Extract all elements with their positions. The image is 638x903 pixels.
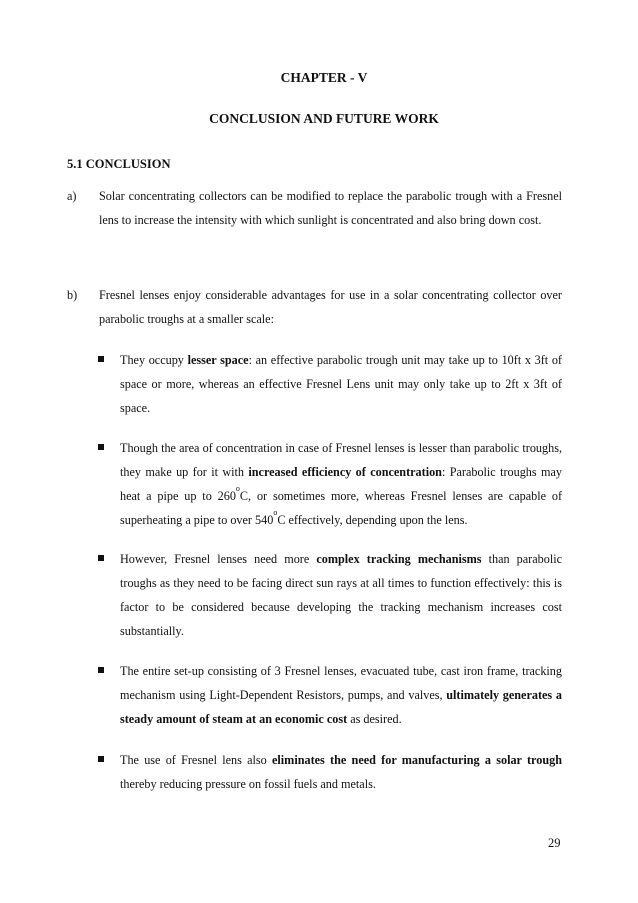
bullet-item bbox=[98, 547, 562, 643]
bullet-text: Though the area of concentration in case of Fresnel lenses is lesser than parabolic troughs, they make up for it with increased efficiency of concentration: Parabolic troughs may heat a pipe up to 260$^o$C, or sometimes more, whereas Fresnel lenses are capable of superheating a pipe to over 540$^o$C effectively, depending upon the lens. bbox=[120, 441, 563, 527]
chapter-title: CONCLUSION AND FUTURE WORK bbox=[209, 111, 439, 126]
bullet-square-icon bbox=[98, 356, 104, 362]
bullet-item bbox=[98, 748, 562, 796]
list-item-b bbox=[67, 283, 562, 331]
bullet-text: The entire set-up consisting of 3 Fresnel lenses, evacuated tube, cast iron frame, tracking mechanism using Light-Dependent Resistors, pumps, and valves, ultimately generates a steady amount of steam at an economic cost as desired. bbox=[120, 664, 562, 726]
bullet-text: They occupy lesser space: an effective parabolic trough unit may take up to 10ft x 3ft of space or more, whereas an effective Fresnel Lens unit may only take up to 2ft x 3ft of space. bbox=[120, 353, 562, 415]
chapter-heading: CHAPTER - V bbox=[280, 70, 368, 85]
bullet-text: However, Fresnel lenses need more complex tracking mechanisms than parabolic troughs as they need to be facing direct sun rays at all times to function effectively: this is factor to be considered because developing the tracking mechanism increases cost substantially. bbox=[120, 552, 563, 638]
list-item-text: Solar concentrating collectors can be modified to replace the parabolic trough with a Fresnel lens to increase the intensity with which sunlight is concentrated and also bring down cost. bbox=[99, 189, 562, 227]
bullet-square-icon bbox=[98, 667, 104, 673]
list-marker: a) bbox=[67, 189, 77, 203]
list-item-a bbox=[67, 184, 562, 232]
bullet-item bbox=[98, 348, 562, 420]
bullet-text: The use of Fresnel lens also eliminates the need for manufacturing a solar trough thereby reducing pressure on fossil fuels and metals. bbox=[120, 753, 562, 791]
list-marker: b) bbox=[67, 288, 78, 302]
list-item-text: Fresnel lenses enjoy considerable advantages for use in a solar concentrating collector over parabolic troughs at a smaller scale: bbox=[99, 288, 562, 326]
page-number: 29 bbox=[548, 836, 561, 850]
bullet-square-icon bbox=[98, 555, 104, 561]
bullet-item bbox=[98, 436, 562, 532]
bullet-square-icon bbox=[98, 756, 104, 762]
bullet-square-icon bbox=[98, 444, 104, 450]
bullet-item bbox=[98, 659, 562, 731]
section-heading: 5.1 CONCLUSION bbox=[67, 157, 171, 171]
